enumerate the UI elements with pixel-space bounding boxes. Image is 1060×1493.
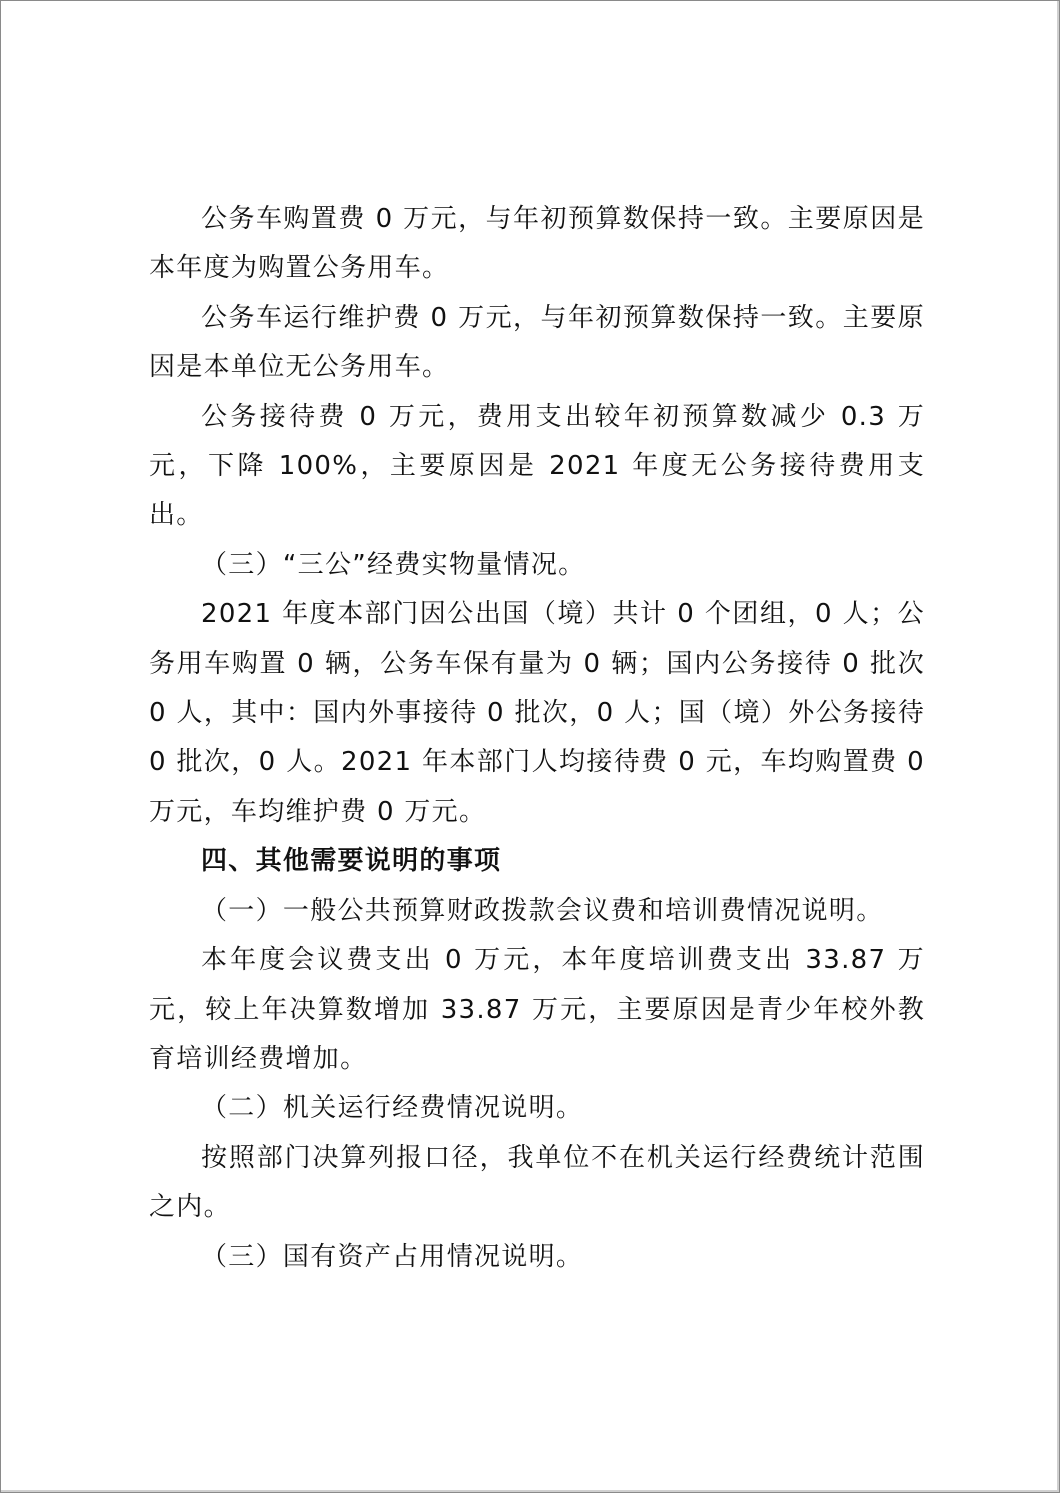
paragraph-meeting-training: 本年度会议费支出 0 万元，本年度培训费支出 33.87 万元，较上年决算数增加 33.87 万元，主要原因是青少年校外教育培训经费增加。 (149, 945, 925, 1074)
paragraph-vehicle-maintenance: 公务车运行维护费 0 万元，与年初预算数保持一致。主要原因是本单位无公务用车。 (149, 302, 925, 383)
subheading-physical-quantity: （三）“三公”经费实物量情况。 (201, 549, 586, 580)
section-heading-other-matters: 四、其他需要说明的事项 (201, 846, 502, 877)
subheading-operating-expense: （二）机关运行经费情况说明。 (201, 1093, 584, 1124)
paragraph-physical-quantity: 2021 年度本部门因公出国（境）共计 0 个团组，0 人；公务用车购置 0 辆，公务车保有量为 0 辆；国内公务接待 0 批次 0 人，其中：国内外事接待 0 批次，0 人；国（境）外公务接待 0 批次，0 人。2021 年本部门人均接待费 0 元，车均购置费 0 万元，车均维护费 0 万元。 (149, 599, 925, 827)
paragraph-reception-expense: 公务接待费 0 万元，费用支出较年初预算数减少 0.3 万元，下降 100%，主要原因是 2021 年度无公务接待费用支出。 (149, 401, 925, 531)
paragraph-operating-expense: 按照部门决算列报口径，我单位不在机关运行经费统计范围之内。 (149, 1142, 925, 1223)
document-body (149, 195, 925, 1282)
paragraph-vehicle-purchase: 公务车购置费 0 万元，与年初预算数保持一致。主要原因是本年度为购置公务用车。 (149, 204, 925, 284)
subheading-state-assets: （三）国有资产占用情况说明。 (201, 1241, 584, 1272)
subheading-meeting-training: （一）一般公共预算财政拨款会议费和培训费情况说明。 (201, 895, 884, 926)
